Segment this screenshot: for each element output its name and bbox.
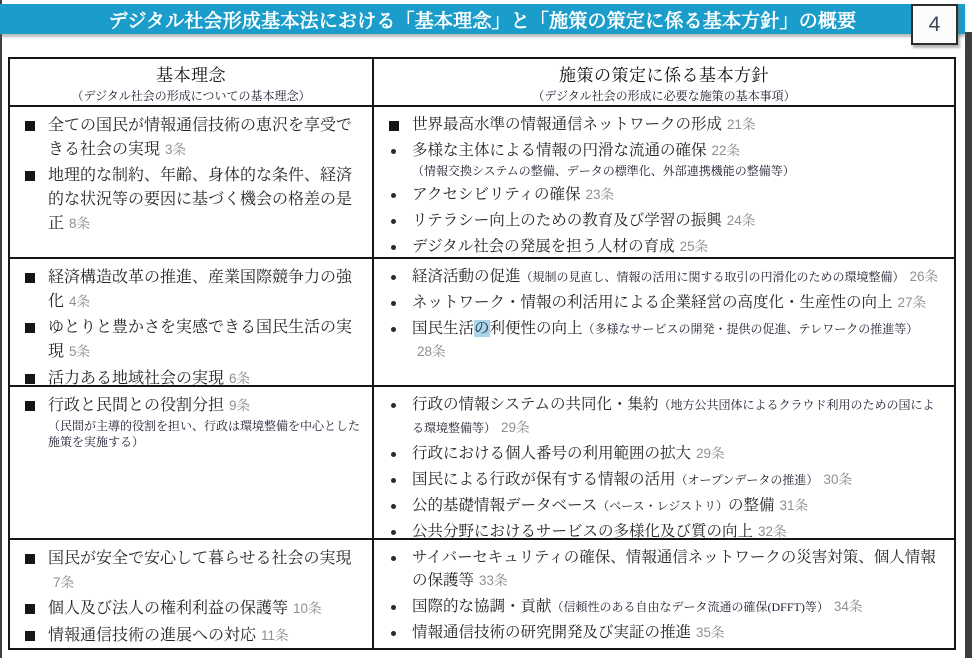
bullet-square-icon <box>22 316 48 333</box>
viewer-left-edge <box>0 0 2 658</box>
article-number: 3条 <box>165 141 187 157</box>
article-number: 29条 <box>696 445 725 461</box>
policy-item <box>386 596 946 619</box>
item-text: 国際的な協調・貢献 <box>412 597 552 615</box>
item-body <box>48 367 364 387</box>
article-number: 8条 <box>69 215 91 231</box>
bullet-dot-icon <box>386 210 412 224</box>
item-text: デジタル社会の発展を担う人材の育成 <box>412 237 675 255</box>
item-body <box>412 469 946 492</box>
article-number: 28条 <box>417 343 446 359</box>
item-body <box>412 266 946 289</box>
policy-item <box>386 622 946 645</box>
table-cell-right-row4 <box>374 540 954 648</box>
policy-item <box>22 266 364 313</box>
item-body <box>412 443 946 466</box>
item-text: リテラシー向上のための教育及び学習の振興 <box>412 212 722 229</box>
article-number: 5条 <box>69 344 91 360</box>
table-cell-left-row2 <box>10 259 374 387</box>
article-number: 6条 <box>229 370 251 386</box>
item-body <box>412 622 946 645</box>
item-text: 国民による行政が保有する情報の活用 <box>412 470 676 488</box>
policy-item <box>386 210 946 233</box>
item-body <box>412 292 946 315</box>
item-text: 公共分野におけるサービスの多様化及び質の向上 <box>412 522 754 540</box>
item-note: （地方公共団体によるクラウド利用のための国による環境整備等） <box>412 398 935 435</box>
article-number: 10条 <box>293 601 322 617</box>
bullet-dot-icon <box>386 443 412 457</box>
item-body <box>412 114 946 137</box>
item-body <box>48 164 364 235</box>
bullet-dot-icon <box>386 469 412 483</box>
column-subtitle: （デジタル社会の形成についての基本理念） <box>71 88 311 103</box>
item-text: 経済構造改革の推進、産業国際競争力の強化 <box>48 269 353 310</box>
item-text: 公的基礎情報データベース <box>412 496 598 514</box>
bullet-square-icon <box>22 597 48 614</box>
bullet-square-icon <box>22 164 48 181</box>
column-title: 基本理念 <box>156 65 226 85</box>
policy-item <box>22 547 364 594</box>
item-note: （多様なサービスの開発・提供の促進、テレワークの推進等） <box>582 321 919 336</box>
article-number: 32条 <box>758 523 787 539</box>
bullet-dot-icon <box>386 622 412 636</box>
policy-item <box>386 443 946 466</box>
item-body <box>48 547 364 594</box>
item-body <box>412 521 946 540</box>
item-body <box>48 316 364 363</box>
item-body <box>48 266 364 313</box>
item-text: 利便性の向上 <box>489 319 583 337</box>
article-number: 35条 <box>696 624 725 640</box>
bullet-dot-icon <box>386 547 412 561</box>
item-text: ゆとりと豊かさを実感できる国民生活の実現 <box>48 319 353 361</box>
item-body <box>412 210 946 233</box>
page-number-box <box>911 4 958 45</box>
item-body <box>48 597 364 621</box>
table-cell-right-row3 <box>374 387 954 540</box>
table-cell-left-row4 <box>10 540 374 648</box>
article-number: 33条 <box>479 572 508 588</box>
policy-item <box>386 236 946 259</box>
policy-item <box>386 394 946 440</box>
policy-item <box>386 114 946 137</box>
item-note: （規制の見直し、情報の活用に関する取引の円滑化のための環境整備） <box>520 270 905 284</box>
article-number: 25条 <box>679 238 709 254</box>
bullet-dot-icon <box>386 266 412 280</box>
item-note-block: （情報交換システムの整備、データの標準化、外部連携機能の整備等） <box>412 163 795 178</box>
policy-item <box>22 114 364 161</box>
item-text: ネットワーク・情報の利活用による企業経営の高度化・生産性の向上 <box>412 293 893 311</box>
article-number: 23条 <box>585 187 615 203</box>
item-text: 行政と民間との役割分担 <box>48 397 225 414</box>
bullet-square-icon <box>22 367 48 384</box>
bullet-dot-icon <box>386 140 412 154</box>
bullet-dot-icon <box>386 596 412 610</box>
item-text: 全ての国民が情報通信技術の恵沢を享受できる社会の実現 <box>48 117 353 158</box>
item-text: 多様な主体による情報の円滑な流通の確保 <box>412 141 707 159</box>
item-note-block: （民間が主導的役割を担い、行政は環境整備を中心とした施策を実施する） <box>48 418 361 449</box>
bullet-square-icon <box>22 624 48 641</box>
policy-item <box>22 367 364 387</box>
article-number: 31条 <box>779 497 809 513</box>
policy-item <box>386 318 946 364</box>
article-number: 9条 <box>229 398 251 413</box>
policy-item <box>386 495 946 518</box>
item-text: 情報通信技術の進展への対応 <box>48 627 257 645</box>
item-body <box>412 318 946 364</box>
item-text: サイバーセキュリティの確保、情報通信ネットワークの災害対策、個人情報の保護等 <box>412 549 936 589</box>
item-text: アクセシビリティの確保 <box>412 186 581 204</box>
page-title: デジタル社会形成基本法における「基本理念」と「施策の策定に係る基本方針」の概要 <box>108 10 857 32</box>
policy-item <box>22 597 364 621</box>
item-text: 活力ある地域社会の実現 <box>48 369 225 387</box>
policy-item <box>386 469 946 492</box>
policy-item <box>386 140 946 181</box>
policy-item <box>386 521 946 540</box>
table-cell-left-row1 <box>10 107 374 259</box>
article-number: 29条 <box>501 419 530 435</box>
article-number: 34条 <box>833 598 863 614</box>
page-number: 4 <box>928 12 941 36</box>
item-text: 行政における個人番号の利用範囲の拡大 <box>412 444 692 462</box>
item-body <box>412 596 946 619</box>
item-body <box>412 236 946 259</box>
bullet-square-icon <box>22 394 48 411</box>
column-header-left <box>10 59 374 107</box>
article-number: 27条 <box>897 294 927 310</box>
table-cell-left-row3 <box>10 387 374 540</box>
policy-item <box>386 292 946 315</box>
article-number: 30条 <box>823 471 852 487</box>
item-body <box>412 495 946 518</box>
article-number: 24条 <box>726 213 756 228</box>
column-subtitle: （デジタル社会の形成に必要な施策の基本事項） <box>532 88 796 103</box>
title-bar <box>0 4 965 34</box>
article-number: 4条 <box>69 293 91 309</box>
item-text: 国民が安全で安心して暮らせる社会の実現 <box>48 550 352 567</box>
highlighted-text: の <box>474 319 490 337</box>
item-text: 地理的な制約、年齢、身体的な条件、経済的な状況等の要因に基づく機会の格差の是正 <box>48 167 353 232</box>
main-table <box>8 57 956 650</box>
bullet-dot-icon <box>386 394 412 408</box>
article-number: 22条 <box>711 142 741 158</box>
item-body <box>412 184 946 207</box>
policy-item <box>22 624 364 648</box>
article-number: 26条 <box>909 269 939 284</box>
item-text: 行政の情報システムの共同化・集約 <box>412 396 659 413</box>
article-number: 7条 <box>53 574 75 590</box>
bullet-dot-icon <box>386 236 412 250</box>
policy-item <box>386 266 946 289</box>
item-body <box>412 394 946 440</box>
item-body <box>48 624 364 648</box>
item-text: 国民生活 <box>412 319 475 337</box>
item-body <box>48 114 364 161</box>
table-cell-right-row1 <box>374 107 954 259</box>
policy-item <box>22 316 364 363</box>
column-title: 施策の策定に係る基本方針 <box>559 65 769 85</box>
bullet-square-icon <box>22 266 48 283</box>
article-number: 11条 <box>261 628 289 644</box>
item-body <box>412 547 946 593</box>
bullet-dot-icon <box>386 292 412 306</box>
item-text: 経済活動の促進 <box>412 268 521 285</box>
table-cell-right-row2 <box>374 259 954 387</box>
policy-item <box>22 394 364 452</box>
item-text: 個人及び法人の権利利益の保護等 <box>48 600 289 618</box>
bullet-square-icon <box>22 114 48 131</box>
item-body <box>48 394 364 452</box>
policy-item <box>22 164 364 235</box>
bullet-square-icon <box>22 547 48 564</box>
item-note: （ベース・レジストリ） <box>597 498 728 513</box>
item-text: の整備 <box>727 496 775 514</box>
policy-item <box>386 547 946 593</box>
item-text: 情報通信技術の研究開発及び実証の推進 <box>412 623 692 641</box>
viewer-right-edge <box>965 32 972 658</box>
bullet-dot-icon <box>386 495 412 509</box>
item-note: （オープンデータの推進） <box>675 472 819 487</box>
bullet-dot-icon <box>386 521 412 535</box>
bullet-dot-icon <box>386 318 412 332</box>
article-number: 21条 <box>727 117 756 132</box>
column-header-right <box>374 59 954 107</box>
bullet-square-icon <box>386 114 412 131</box>
policy-item <box>386 184 946 207</box>
item-text: 世界最高水準の情報通信ネットワークの形成 <box>412 116 723 133</box>
item-note: （信頼性のある自由なデータ流通の確保(DFFT)等） <box>551 599 829 614</box>
item-body <box>412 140 946 181</box>
bullet-dot-icon <box>386 184 412 198</box>
